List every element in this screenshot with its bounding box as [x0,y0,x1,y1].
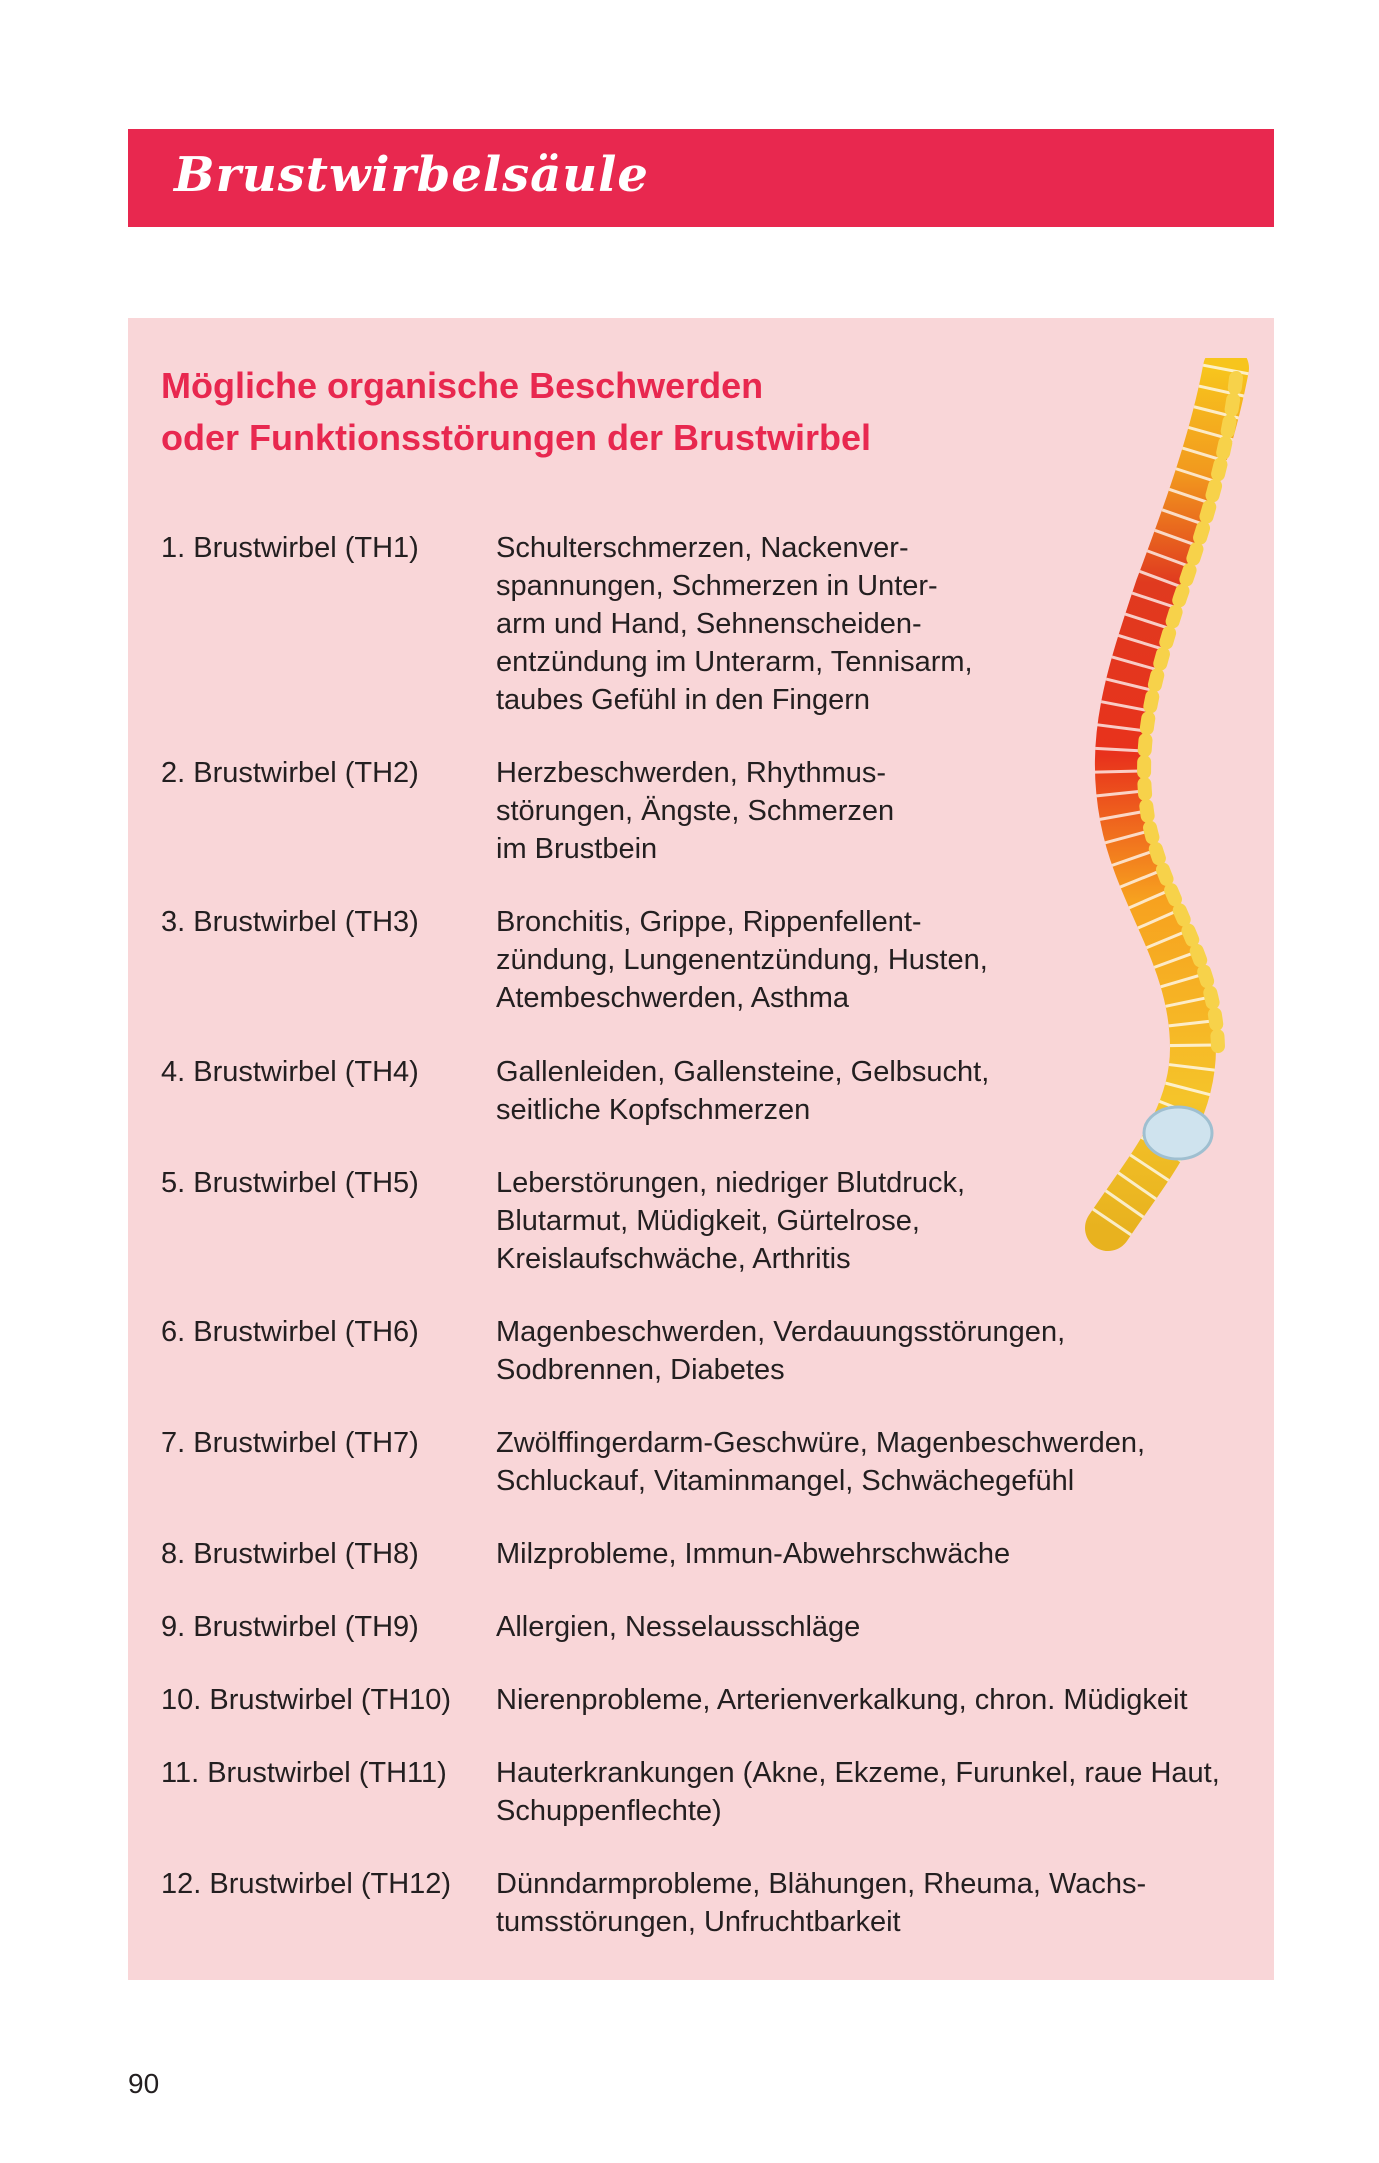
entry-line: Blutarmut, Müdigkeit, Gürtelrose, [496,1205,920,1237]
entry-line: zündung, Lungenentzündung, Husten, [496,944,988,976]
entry-line: störungen, Ängste, Schmerzen [496,795,895,827]
entry-label: 2. Brustwirbel (TH2) [161,757,419,789]
spine-illustration [1028,358,1268,1258]
entry-line: Schulterschmerzen, Nackenver- [496,532,909,564]
entry-line: Milzprobleme, Immun-Abwehrschwäche [496,1538,1011,1570]
entry-line: im Brustbein [496,833,658,865]
entry-line: seitliche Kopfschmerzen [496,1094,811,1126]
entry-description [496,1608,1256,1646]
entry-line: taubes Gefühl in den Fingern [496,684,871,716]
entry-description [496,1865,1256,1941]
content-panel [128,318,1274,1980]
entry-label: 6. Brustwirbel (TH6) [161,1316,419,1348]
entry-line: Nierenprobleme, Arterienverkalkung, chron. Müdigkeit [496,1684,1188,1716]
entry-description [496,1754,1256,1830]
section-heading-line-1: Mögliche organische Beschwerden [161,365,764,406]
entry-label: 9. Brustwirbel (TH9) [161,1611,419,1643]
entry-line: Allergien, Nesselausschläge [496,1611,861,1643]
entry-line: spannungen, Schmerzen in Unter- [496,570,938,602]
entry-line: Kreislaufschwäche, Arthritis [496,1243,851,1275]
entry-line: Gallenleiden, Gallensteine, Gelbsucht, [496,1056,990,1088]
entry-line: arm und Hand, Sehnenscheiden- [496,608,922,640]
entry-label: 4. Brustwirbel (TH4) [161,1056,419,1088]
page-number: 90 [128,2068,160,2099]
entry-label: 7. Brustwirbel (TH7) [161,1427,419,1459]
entry-line: Hauterkrankungen (Akne, Ekzeme, Furunkel, raue Haut, [496,1757,1220,1789]
entry-label: 11. Brustwirbel (TH11) [161,1757,447,1789]
entry-line: Herzbeschwerden, Rhythmus- [496,757,887,789]
entry-line: Sodbrennen, Diabetes [496,1354,785,1386]
entry-line: Leberstörungen, niedriger Blutdruck, [496,1167,966,1199]
entry-line: Schuppenflechte) [496,1795,722,1827]
section-heading-line-2: oder Funktionsstörungen der Brustwirbel [161,417,872,458]
entry-description [496,1424,1256,1500]
entry-line: Magenbeschwerden, Verdauungsstörungen, [496,1316,1066,1348]
entry-description [496,1313,1256,1389]
entry-line: Bronchitis, Grippe, Rippenfellent- [496,906,922,938]
entry-description [496,1535,1256,1573]
page-title: Brustwirbelsäule [174,147,649,203]
entry-label: 1. Brustwirbel (TH1) [161,532,419,564]
section-heading [161,360,1021,464]
entry-line: entzündung im Unterarm, Tennisarm, [496,646,973,678]
entry-label: 5. Brustwirbel (TH5) [161,1167,419,1199]
entry-label: 3. Brustwirbel (TH3) [161,906,419,938]
entry-line: Schluckauf, Vitaminmangel, Schwächegefühl [496,1465,1075,1497]
entry-label: 10. Brustwirbel (TH10) [161,1684,452,1716]
entry-description [496,1681,1256,1719]
title-banner [128,129,1274,227]
entry-line: Atembeschwerden, Asthma [496,982,850,1014]
entry-line: tumsstörungen, Unfruchtbarkeit [496,1906,901,1938]
entry-line: Dünndarmprobleme, Blähungen, Rheuma, Wachs- [496,1868,1147,1900]
entry-line: Zwölffingerdarm-Geschwüre, Magenbeschwerden, [496,1427,1146,1459]
entry-label: 8. Brustwirbel (TH8) [161,1538,419,1570]
entry-label: 12. Brustwirbel (TH12) [161,1868,452,1900]
